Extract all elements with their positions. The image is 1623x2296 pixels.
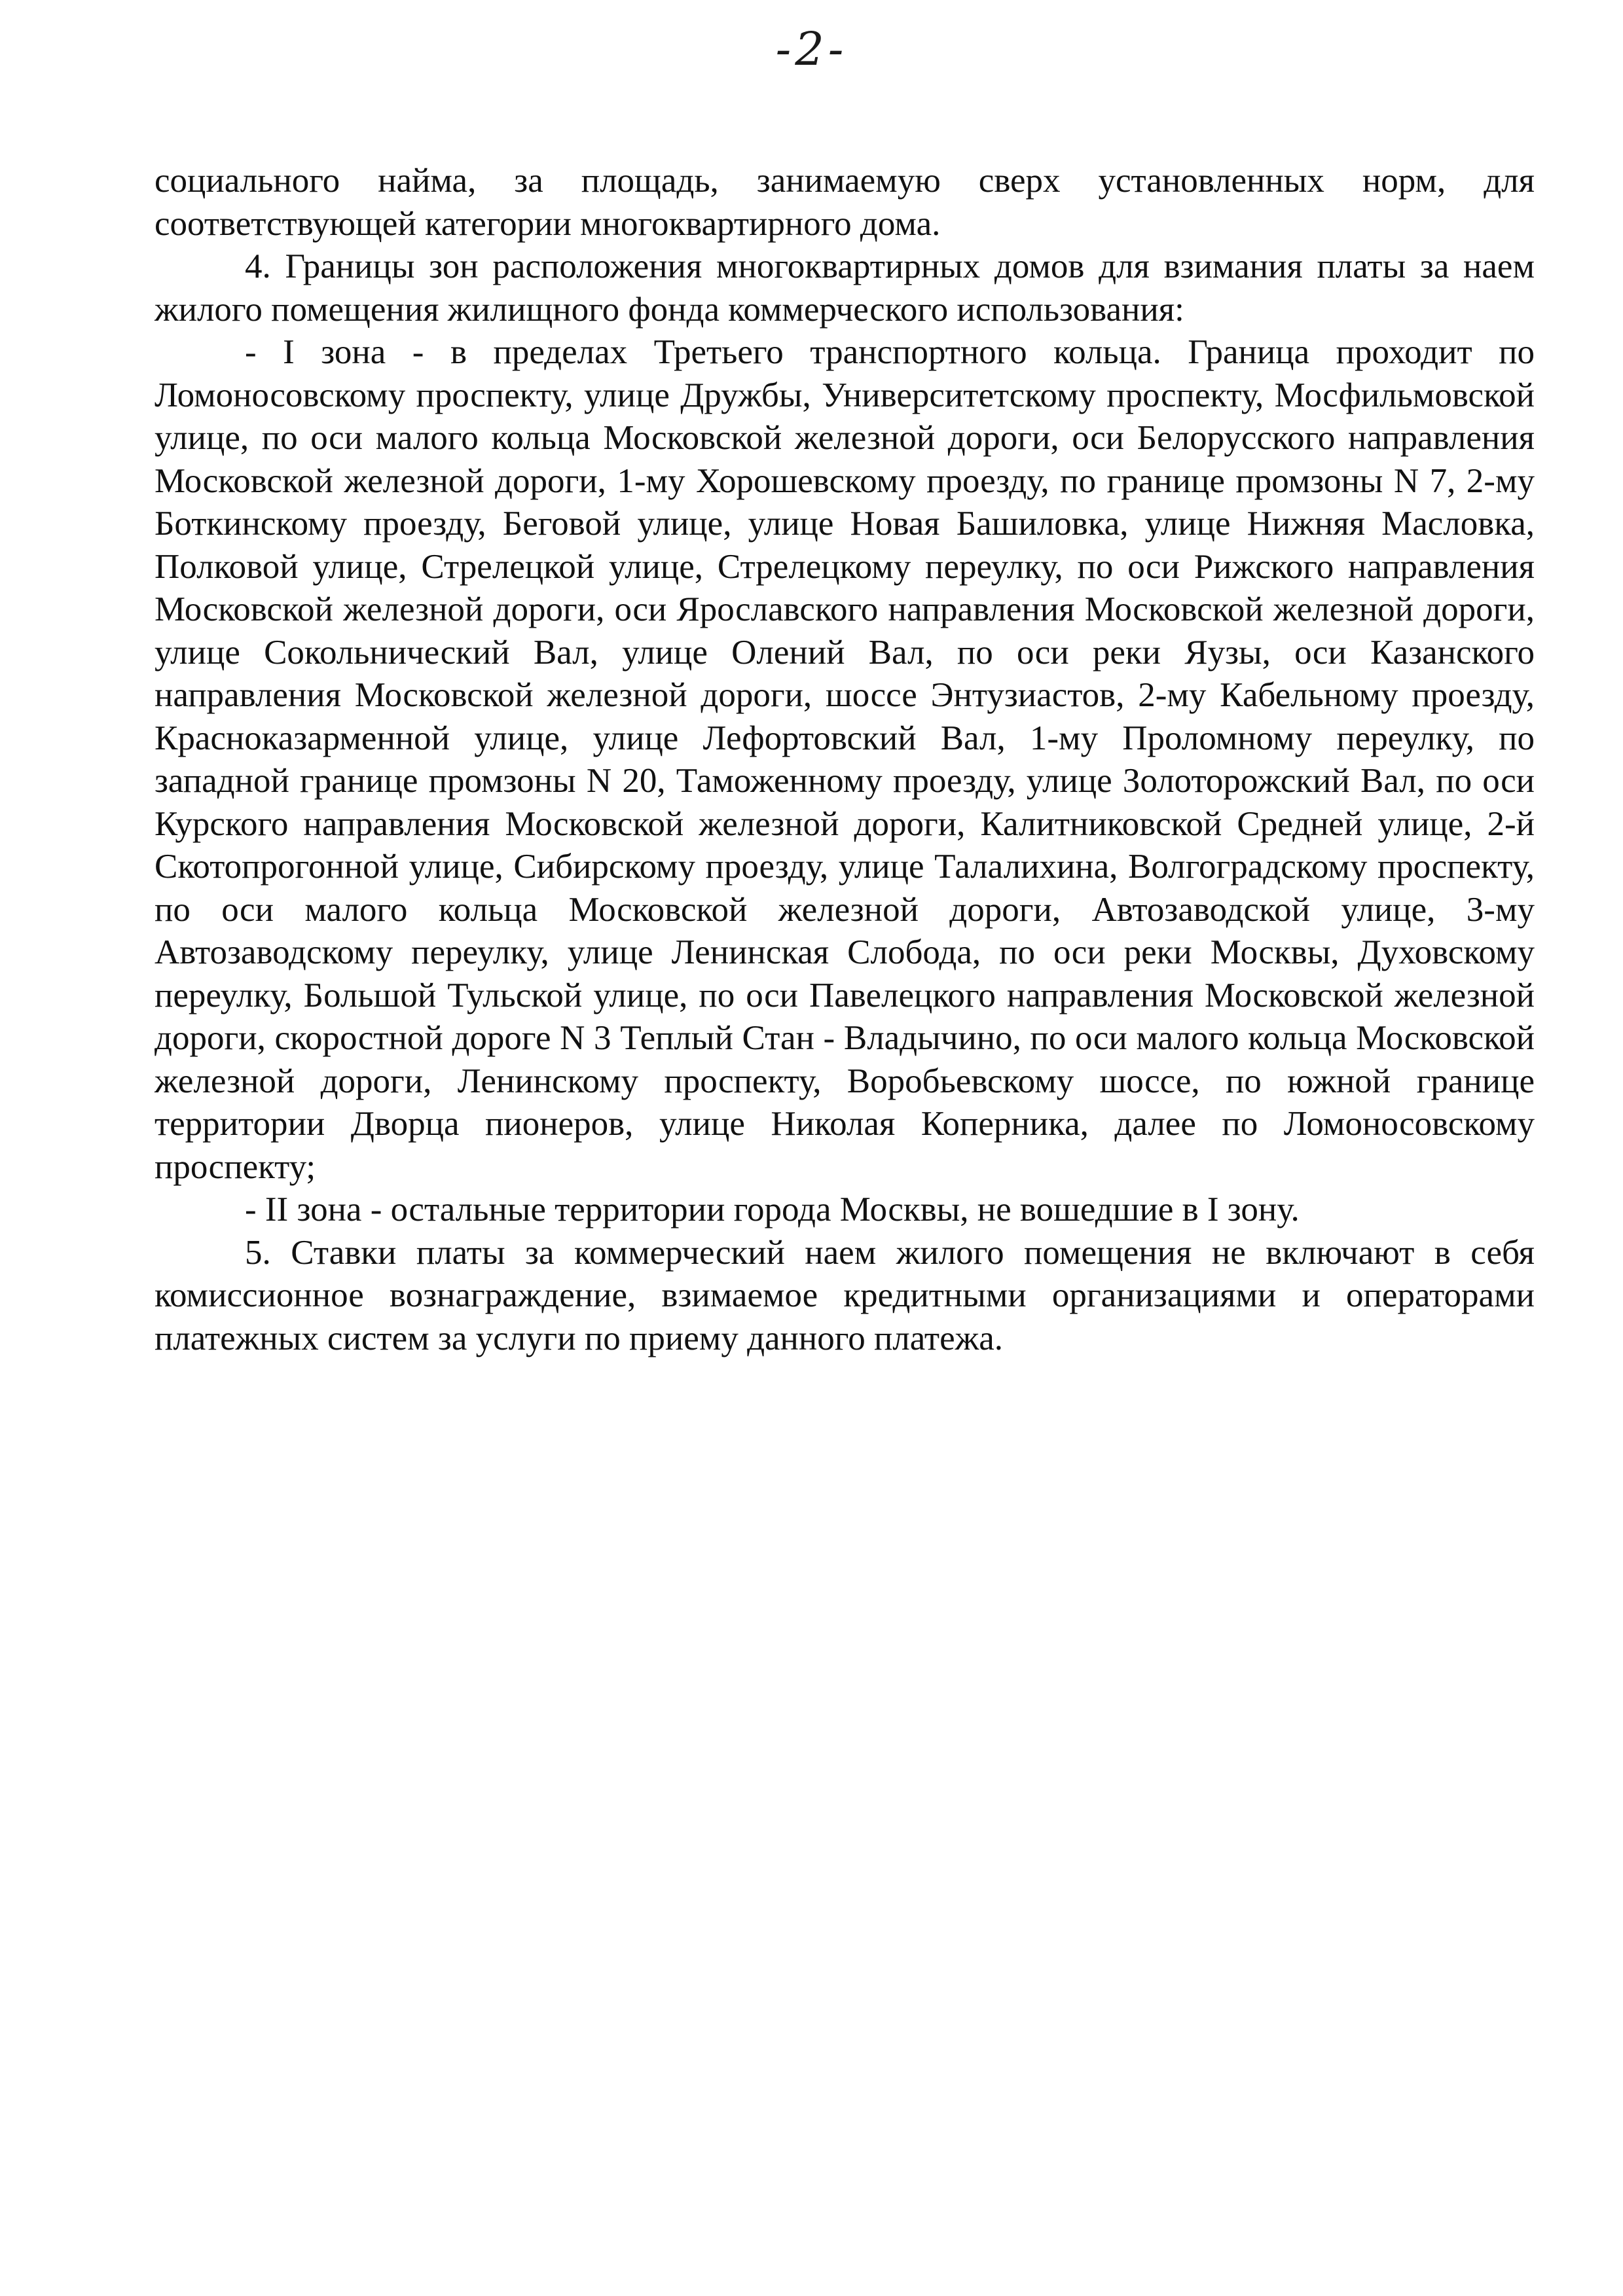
paragraph-item-4: 4. Границы зон расположения многоквартирных домов для взимания платы за наем жилого помещения жилищного фонда коммерческого использования: [155, 247, 1535, 329]
paragraph-zone-2: - II зона - остальные территории города Москвы, не вошедшие в I зону. [245, 1191, 1300, 1229]
paragraph-zone-1: - I зона - в пределах Третьего транспортного кольца. Граница проходит по Ломоносовскому проспекту, улице Дружбы, Университетскому проспекту, Мосфильмовской улице, по оси малого кольца Московской железной дороги, оси Белорусского направления Московской железной дороги, 1-му Хорошевскому проезду, по границе промзоны N 7, 2-му Боткинскому проезду, Беговой улице, улице Новая Башиловка, улице Нижняя Масловка, Полковой улице, Стрелецкой улице, Стрелецкому переулку, по оси Рижского направления Московской железной дороги, оси Ярославского направления Московской железной дороги, улице Сокольнический Вал, улице Олений Вал, по оси реки Яузы, оси Казанского направления Московской железной дороги, шоссе Энтузиастов, 2-му Кабельному проезду, Красноказарменной улице, улице Лефортовский Вал, 1-му Проломному переулку, по западной границе промзоны N 20, Таможенному проезду, улице Золоторожский Вал, по оси Курского направления Московской железной дороги, Калитниковской Средней улице, 2-й Скотопрогонной улице, Сибирскому проезду, улице Талалихина, Волгоградскому проспекту, по оси малого кольца Московской железной дороги, Автозаводской улице, 3-му Автозаводскому переулку, улице Ленинская Слобода, по оси реки Москвы, Духовскому переулку, Большой Тульской улице, по оси Павелецкого направления Московской железной дороги, скоростной дороге N 3 Теплый Стан - Владычино, по оси малого кольца Московской железной дороги, Ленинскому проспекту, Воробьевскому шоссе, по южной границе территории Дворца пионеров, улице Николая Коперника, далее по Ломоносовскому проспекту; [155, 333, 1535, 1186]
paragraph-continuation: социального найма, за площадь, занимаемую сверх установленных норм, для соответствующей категории многоквартирного дома. [155, 162, 1535, 243]
page-number: -2- [775, 22, 848, 76]
paragraph-item-5: 5. Ставки платы за коммерческий наем жилого помещения не включают в себя комиссионное вознаграждение, взимаемое кредитными организациями и операторами платежных систем за услуги по приему данного платежа. [155, 1233, 1535, 1357]
document-body [155, 160, 1535, 1360]
